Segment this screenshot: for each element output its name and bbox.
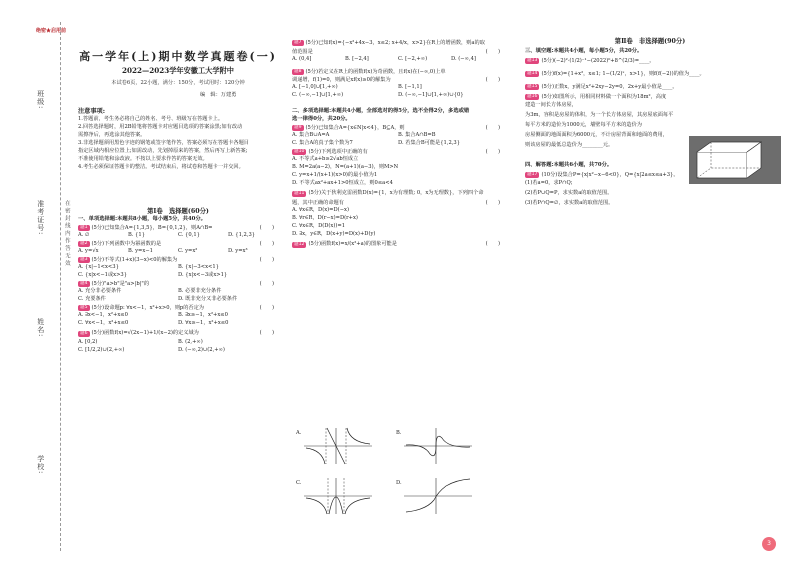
options-row — [78, 248, 278, 256]
graph-label: D. — [396, 480, 402, 486]
question-7 — [292, 38, 504, 48]
option: D. ∀x≥−1，x²+x≤0 — [178, 320, 229, 326]
question-17-part: (3)若P∩Q=∅，求实数a的取值范围。 — [525, 200, 614, 206]
question-badge: 题12 — [294, 241, 305, 247]
option: C. 集合A的真子集个数为7 — [292, 140, 353, 146]
option: B. ∀r∈R，D(r−x)=D(r+x) — [292, 215, 358, 221]
question-text: (5分)"a>b"是"a>|b|"的 — [91, 280, 150, 287]
option: A. ∃x<−1，x²+x≤0 — [78, 312, 128, 318]
seal-line — [60, 22, 61, 551]
options-row — [292, 84, 504, 92]
exam-title: 高一学年(上)期中数学真题卷(一) — [79, 50, 277, 63]
notice-item: 2.回答选择题时，用2B铅笔将答题卡对应题目选项的答案涂黑;如有改动 — [78, 124, 243, 130]
option: A. [−1,0]∪[1,+∞) — [292, 84, 338, 90]
question-badge: 题3 — [80, 257, 88, 262]
graph-d-plot — [396, 476, 476, 516]
single-choice-heading: 一、单项选择题:本题共8小题，每小题5分，共40分。 — [78, 216, 206, 222]
question-badge: 题9 — [294, 125, 302, 130]
option: A. ∅ — [78, 232, 90, 238]
option: B. ∃x≥−1，x²+x≤0 — [178, 312, 228, 318]
question-text: (5分)正数x，y满足x²+2xy−2y=0，2x+y最小值是____。 — [541, 83, 678, 90]
option: A. 不等式a+b≥2√ab恒成立 — [292, 156, 359, 162]
multi-choice-heading: 二、多项选择题:本题共4小题，全部选对的得5分，选不全得2分，多选或错 — [292, 108, 470, 114]
question-text: (10分)设集合P={x|x²−x−6<0}，Q={x|2a≤x≤a+3}。 — [541, 171, 679, 178]
question-11 — [292, 188, 504, 199]
question-text: (5分)已知集合A={1,3,5}，B={0,1,2}，则A∩B= — [91, 224, 213, 231]
option: A. {x|−1<x<3} — [78, 264, 119, 270]
option: C. {0,1} — [178, 232, 200, 238]
seal-text: 在密封线内作答无效 — [63, 200, 70, 268]
option: C. {x|x<−1或x>3} — [78, 272, 128, 278]
question-badge: 题6 — [80, 330, 88, 336]
question-text: (5分)函数f(x)=√(2x−1)+1/(x−2)的定义域为 — [91, 330, 199, 337]
option: D. (−∞,2)∪(2,+∞) — [178, 347, 225, 353]
options-row — [78, 272, 278, 280]
question-badge: 题8 — [294, 69, 302, 74]
question-4: 题4 (5分)"a>b"是"a>|b|"的 ( ) — [80, 280, 274, 287]
graph-c — [296, 476, 376, 516]
question-text: (5分)若定义在R上的函数f(x)为奇函数，且f(x)在(−∞,0)上单 — [305, 68, 446, 75]
options-row — [78, 320, 278, 328]
question-text: (5分)已知f(x)={−x²+4x−3，x≤2; x+4/x，x>2}在R上的增函数，则a的取 — [305, 39, 485, 46]
notice-heading: 注意事项: — [78, 108, 106, 115]
question-3: 题3 (5分)不等式(1+x)(3−x)<0的解集为 ( ) — [80, 256, 274, 263]
question-8 — [292, 68, 504, 76]
part2-title: 第Ⅱ卷 非选择题(90分) — [614, 38, 686, 45]
option: A. y=√x — [78, 248, 99, 254]
option: D. y=x³ — [228, 248, 248, 254]
notice-item: 不准使用铅笔和涂改液。不按以上要求作答的答案无效。 — [78, 156, 208, 162]
exam-info: 本试卷6页，22小题，满分：150分，考试用时：120分钟 — [111, 80, 245, 86]
option: D. (−∞,−1]∪[1,+∞)∪{0} — [398, 92, 464, 98]
question-9: 题9 (5分)已知集合A={x∈N|x<4}，B⊆A，则 ( ) — [294, 124, 500, 131]
question-text: 调递增，f(1)=0，则满足xf(x)≥0的解集为 — [292, 76, 391, 83]
question-badge: 题1 — [80, 225, 88, 230]
question-text: (5分)如图所示，用相同材料做一个面积为18m²，高度 — [541, 93, 667, 100]
option: C. ∀x<−1，x²+x≤0 — [78, 320, 129, 326]
school-label: 学校: — [36, 455, 45, 475]
notice-item: 指定区域内相应位置上;如需改动，先划掉原来的答案，然后再写上新答案; — [78, 148, 248, 154]
options-row — [292, 140, 504, 148]
options-row — [78, 288, 278, 296]
question-badge: 题5 — [80, 305, 88, 310]
question-8-cont: 调递增，f(1)=0，则满足xf(x)≥0的解集为 ( ) — [292, 76, 500, 83]
question-text: 值范围是 — [292, 48, 313, 55]
option: C. ∀x∈R，D(D(x))=1 — [292, 223, 346, 229]
box-diagram — [689, 136, 781, 184]
question-text: (5分)(−2)²·(1/2)⁻¹−(2022)⁰+8^(2/3)=____。 — [541, 57, 655, 64]
question-badge: 题7 — [294, 40, 302, 45]
question-6: 题6 (5分)函数f(x)=√(2x−1)+1/(x−2)的定义域为 ( ) — [80, 330, 274, 337]
option: B. M=2a(a−2)，N=(a+1)(a−3)，则M>N — [292, 164, 399, 170]
question-1: 题1 (5分)已知集合A={1,3,5}，B={0,1,2}，则A∩B= ( ) — [80, 224, 274, 231]
question-text: (5分)函数f(x)=x/(x²+a)的图象可能是 — [308, 241, 397, 248]
options-row — [78, 312, 278, 320]
question-text: (5分)下列函数中为幂函数的是 — [91, 240, 162, 247]
question-16-line: 则该房屋的最低总造价为________元。 — [525, 142, 614, 148]
options-row — [78, 264, 278, 272]
question-text: (5分)已知集合A={x∈N|x<4}，B⊆A，则 — [305, 124, 405, 131]
question-badge: 题2 — [80, 241, 88, 246]
option: B. 必要非充分条件 — [178, 288, 222, 294]
option: B. 集合A∩B=B — [398, 132, 436, 138]
options-row — [292, 92, 504, 100]
question-text: (5分)f(x)={1+x²，x≤1; 1−(1/2)ˣ，x>1}，则f(f(−2))的值为____。 — [541, 70, 705, 77]
exam-editor: 编 辑：万建勇 — [200, 92, 237, 98]
options-row — [78, 339, 278, 347]
question-badge: 题16 — [527, 94, 538, 99]
room-figure — [689, 136, 781, 184]
option: B. [−2,4] — [345, 56, 369, 62]
exam-subtitle: 2022—2023学年安徽工大学附中 — [122, 66, 234, 75]
question-16-line: 建造一间长方体房屋， — [525, 102, 577, 108]
middle-column — [292, 38, 504, 250]
solve-heading: 四、解答题:本题共6小题，共70分。 — [525, 162, 613, 168]
option: B. {1} — [128, 232, 146, 238]
option: A. 集合B∪A=A — [292, 132, 330, 138]
option: C. [1/2,2)∪(2,+∞) — [78, 347, 125, 353]
multi-choice-heading-2: 选一律得0分，共20分。 — [292, 116, 351, 122]
options-row — [292, 132, 504, 140]
options-row — [78, 232, 278, 240]
option: A. (0,4] — [292, 56, 312, 62]
question-17-part: (2)若P∪Q=P，求实数a的取值范围。 — [525, 190, 613, 196]
question-text: (5分)关于狄利克雷函数D(x)={1，x为有理数; 0，x为无理数}，下列四个命 — [308, 190, 484, 197]
question-15 — [525, 82, 775, 92]
question-text: (5分)不等式(1+x)(3−x)<0的解集为 — [91, 256, 178, 263]
notice-item: 需擦净后，再选涂其他答案。 — [78, 132, 146, 138]
option: A. [0,2) — [78, 339, 98, 345]
question-13 — [525, 56, 775, 66]
option: B. [−1,1] — [398, 84, 422, 90]
question-16-line: 房屋侧面的地面面积为6000元，不计房屋背面和地面的费用， — [525, 132, 668, 138]
option: C. (−∞,−1]∪[1,+∞) — [292, 92, 344, 98]
question-badge: 题17 — [527, 172, 538, 177]
question-10: 题10 (5分)下列选项中正确的有 ( ) — [294, 148, 500, 155]
option: D. (−∞,4] — [451, 56, 476, 62]
question-badge: 题15 — [527, 84, 538, 89]
graph-b — [396, 426, 476, 466]
option: D. {1,2,3} — [228, 232, 256, 238]
question-text: 题，其中正确的命题有 — [292, 199, 344, 206]
option: B. y=x−1 — [128, 248, 153, 254]
graph-options — [292, 426, 492, 522]
question-badge: 题11 — [294, 190, 305, 196]
page-number: 3 — [762, 537, 776, 551]
notice-item: 4.考生必须保证答题卡的整洁。考试结束后，将试卷和答题卡一并交回。 — [78, 164, 244, 170]
part1-block — [78, 208, 278, 357]
question-7-cont: 值范围是 ( ) — [292, 48, 500, 55]
id-label: 准考证号: — [36, 200, 45, 236]
class-label: 班级: — [36, 90, 45, 110]
question-badge: 题13 — [527, 58, 538, 63]
option: A. 充分非必要条件 — [78, 288, 122, 294]
question-text: (5分)下列选项中正确的有 — [308, 148, 368, 155]
question-badge: 题4 — [80, 281, 88, 286]
option: C. [−2,+∞) — [398, 56, 428, 62]
option: D. 若集合B可能是{1,2,3} — [398, 140, 461, 146]
notice-item: 3.非选择题须用黑色字迹的钢笔或签字笔作答，答案必须写在答题卡各题目 — [78, 140, 249, 146]
graph-d — [396, 476, 476, 516]
graph-label: A. — [296, 430, 302, 436]
option: B. {x|−3<x<1} — [178, 264, 219, 270]
question-badge: 题14 — [527, 71, 538, 76]
right-column — [525, 38, 775, 210]
options-row — [292, 56, 504, 64]
question-badge: 题10 — [294, 149, 305, 154]
option: C. y=x² — [178, 248, 198, 254]
graph-b-plot — [396, 426, 476, 466]
secret-stamp: 绝密★启用前 — [36, 28, 67, 34]
question-17-part: (1)若a=0，求P∩Q; — [525, 180, 573, 186]
notice-block — [78, 108, 278, 172]
option: C. y=x+1/(x+1)(x>0)的最小值为1 — [292, 172, 378, 178]
question-5: 题5 (5分)设命题p: ∀x<−1，x²+x>0，则p的否定为 ( ) — [80, 304, 274, 311]
option: D. 不等式ax²+ax+1>0恒成立，则0≤a<4 — [292, 180, 393, 186]
part1-title: 第Ⅰ卷 选择题(60分) — [147, 208, 209, 215]
options-row — [78, 347, 278, 357]
question-text: (5分)设命题p: ∀x<−1，x²+x>0，则p的否定为 — [91, 304, 204, 311]
option: D. ∃x，y∈R，D(x+y)=D(x)+D(y) — [292, 231, 376, 237]
fill-heading: 三、填空题:本题共4小题，每小题5分，共20分。 — [525, 48, 643, 54]
question-14 — [525, 66, 775, 82]
graph-label: C. — [296, 480, 302, 486]
option: C. 充要条件 — [78, 296, 106, 302]
name-label: 姓名: — [36, 318, 45, 338]
question-16-line: 为3m，容积是房屋的体积，为一个长方体房屋，其房屋底面每平 — [525, 112, 674, 118]
notice-item: 1.答题前，考生务必将自己的姓名、考号、班级写在答题卡上。 — [78, 116, 224, 122]
question-12: 题12 (5分)函数f(x)=x/(x²+a)的图象可能是 ( ) — [294, 241, 500, 248]
question-11-cont: 题，其中正确的命题有 ( ) — [292, 199, 500, 206]
question-16 — [525, 92, 775, 102]
option: A. ∀x∈R，D(x)=D(−x) — [292, 207, 349, 213]
question-16-line: 每平方米的造价为1000元，墙壁每平方米的造价为 — [525, 122, 642, 128]
option: B. (2,+∞) — [178, 339, 203, 345]
option: D. 既非充分又非必要条件 — [178, 296, 238, 302]
question-2: 题2 (5分)下列函数中为幂函数的是 ( ) — [80, 240, 274, 247]
option: D. {x|x<−3或x>1} — [178, 272, 228, 278]
graph-a-plot — [296, 426, 376, 466]
graph-label: B. — [396, 430, 402, 436]
graph-c-plot — [296, 476, 376, 516]
graph-a — [296, 426, 376, 466]
options-row — [78, 296, 278, 304]
